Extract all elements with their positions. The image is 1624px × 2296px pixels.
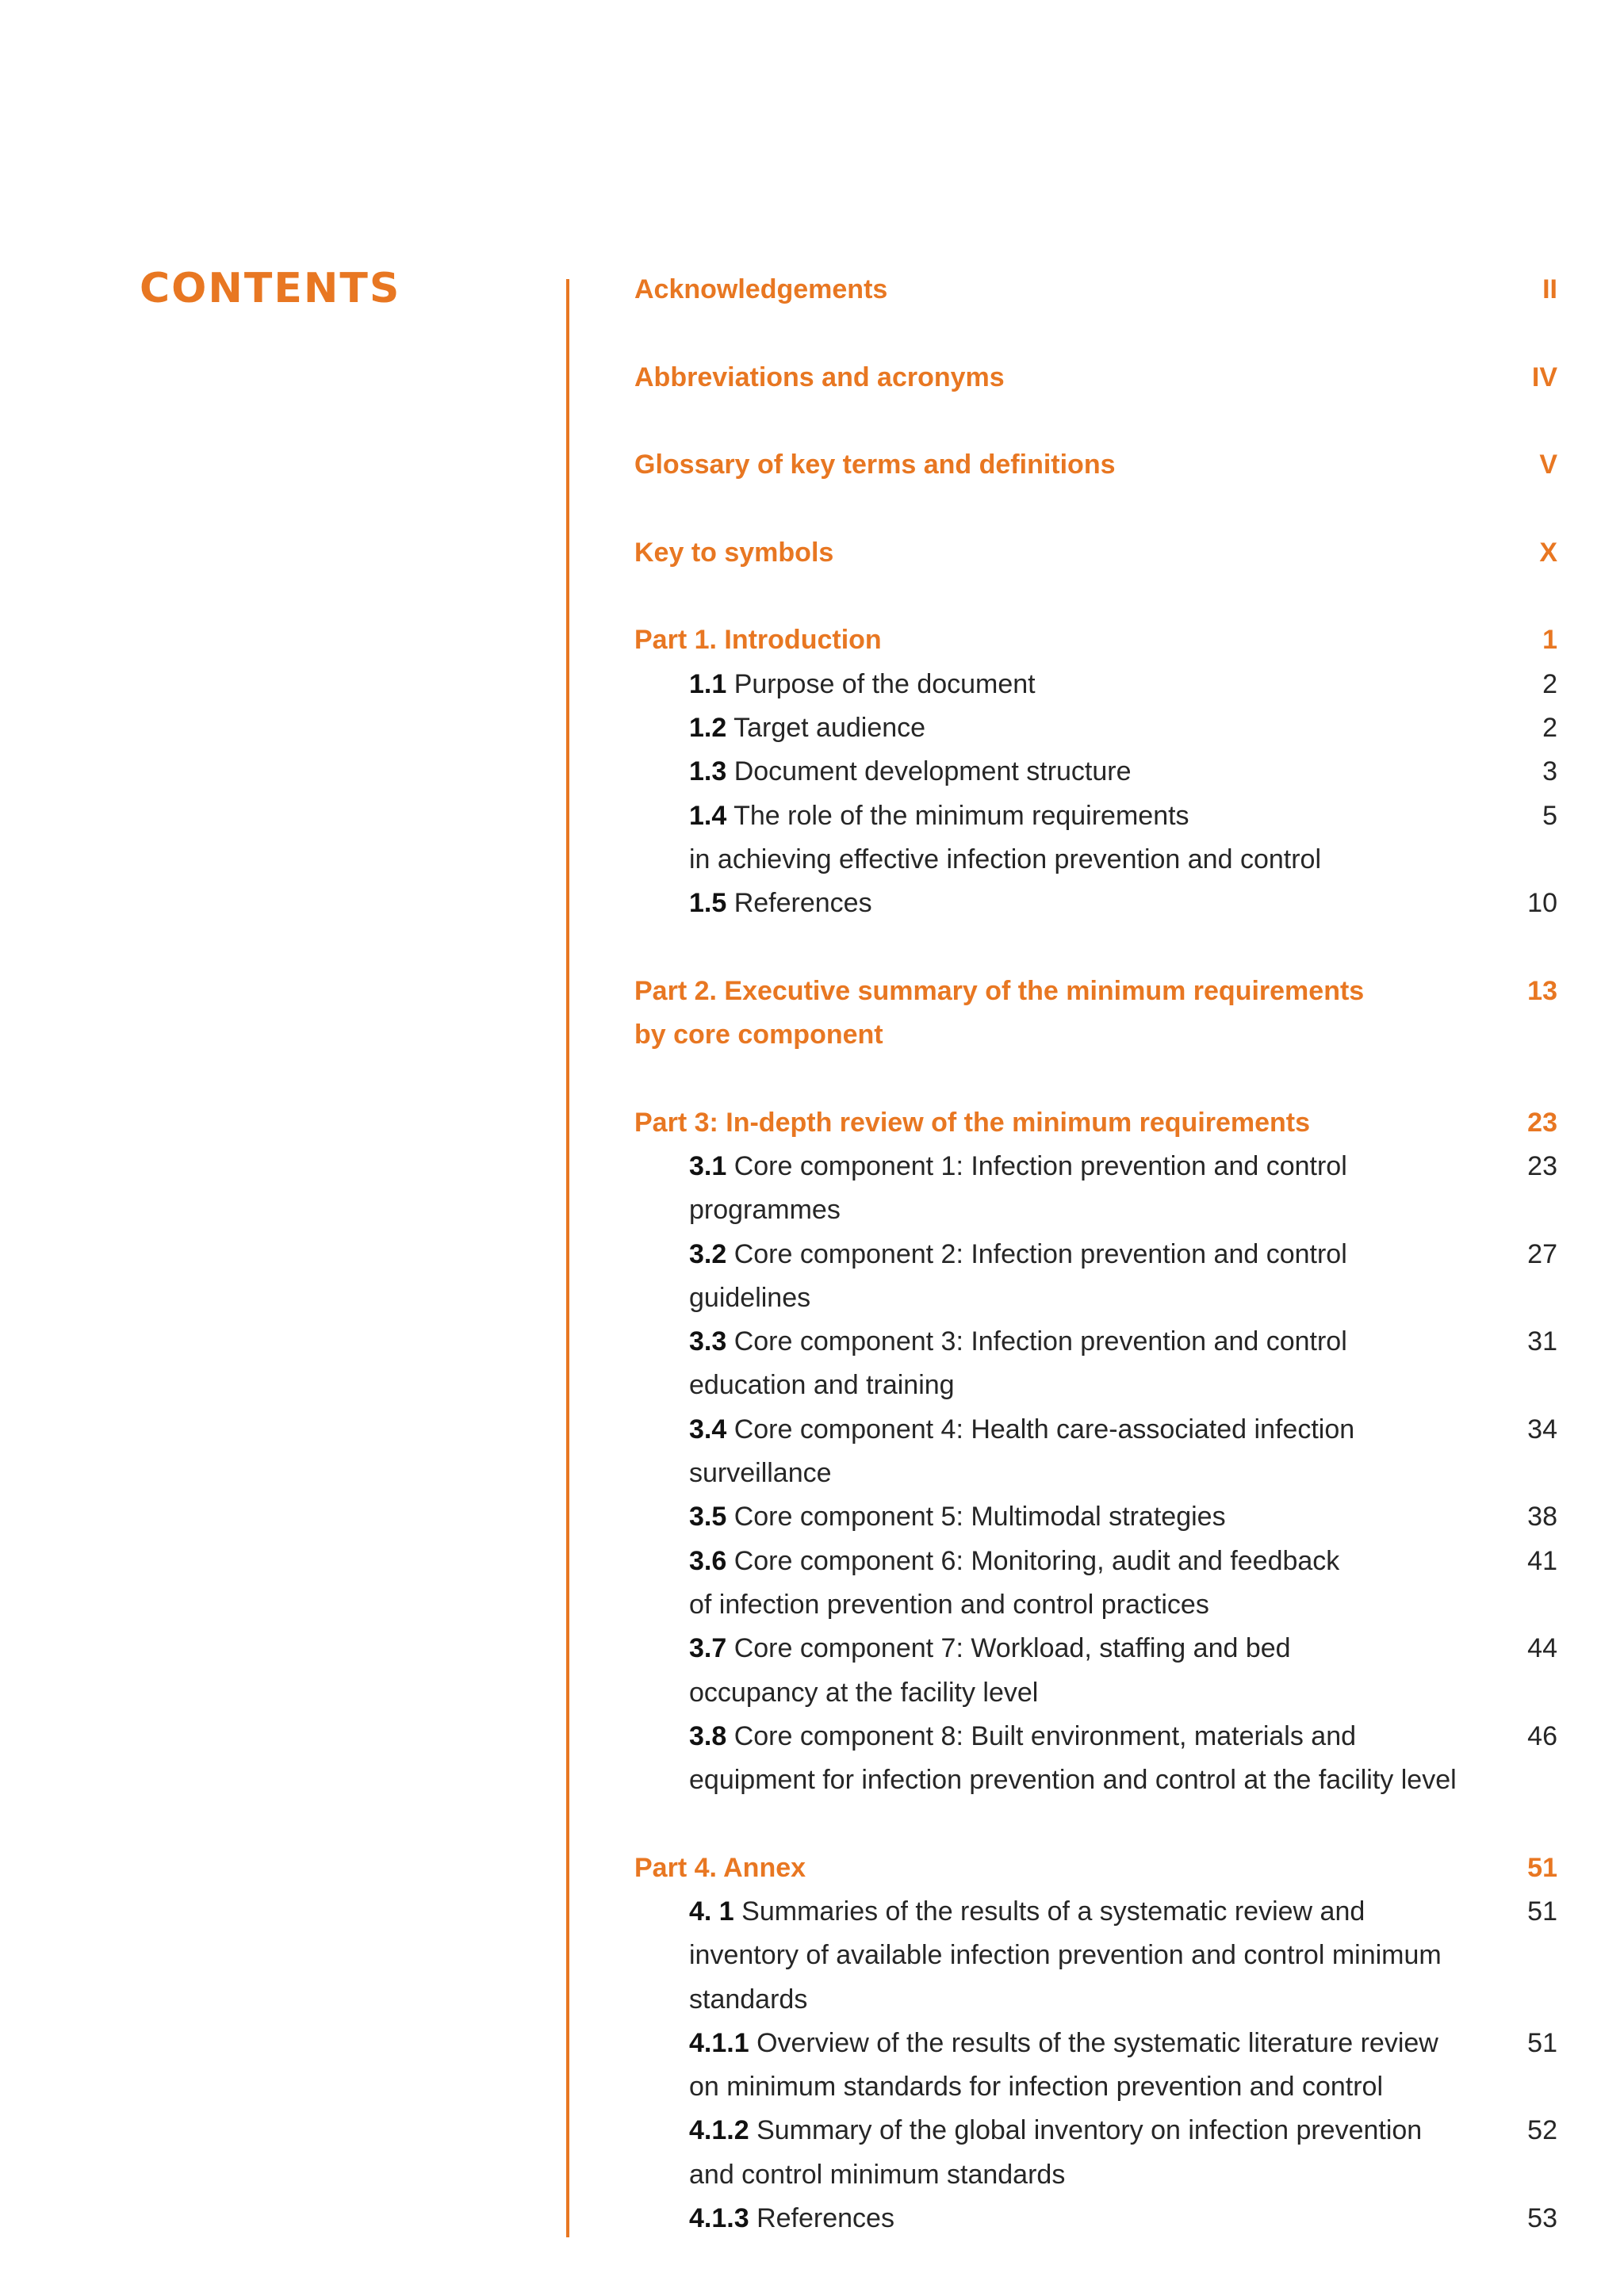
- toc-page-number: 38: [1527, 1502, 1557, 1533]
- toc-page-number: 31: [1527, 1326, 1557, 1357]
- toc-page-number: X: [1539, 537, 1557, 568]
- toc-entry-title: Core component 1: Infection prevention and control: [733, 1150, 1347, 1181]
- section-number: 4.1.2: [689, 2115, 749, 2146]
- toc-entry-title-continued: guidelines: [689, 1282, 811, 1313]
- section-number: 1.4: [689, 800, 727, 831]
- section-number: 3.3: [689, 1326, 727, 1357]
- toc-subentry-1-5[interactable]: [634, 882, 1557, 925]
- section-number: 3.2: [689, 1238, 727, 1269]
- toc-page-number: 27: [1527, 1238, 1557, 1269]
- toc-entry-title-continued: education and training: [689, 1370, 955, 1401]
- toc-entry-title-continued: equipment for infection prevention and control at the facility level: [689, 1765, 1457, 1796]
- toc-entry-title-continued: by core component: [634, 1020, 883, 1050]
- toc-entry-key-to-symbols[interactable]: [634, 531, 1557, 575]
- toc-entry-title-continued: surveillance: [689, 1458, 832, 1489]
- toc-entry-title-continued: occupancy at the facility level: [689, 1677, 1039, 1708]
- section-number: 3.1: [689, 1150, 727, 1181]
- toc-page-number: II: [1542, 274, 1557, 304]
- toc-subentry-3-3[interactable]: [634, 1320, 1557, 1408]
- toc-entry-acknowledgements[interactable]: [634, 268, 1557, 312]
- toc-entry-title: Core component 8: Built environment, materials and: [733, 1720, 1357, 1751]
- toc-subentry-1-3[interactable]: [634, 750, 1557, 794]
- toc-entry-title: References: [733, 888, 872, 919]
- toc-subentry-3-7[interactable]: [634, 1627, 1557, 1715]
- toc-entry-title: Part 4. Annex: [634, 1852, 806, 1883]
- toc-page-number: 46: [1527, 1720, 1557, 1751]
- toc-page-number: 3: [1542, 756, 1557, 787]
- toc-page-number: 1: [1542, 625, 1557, 656]
- toc-entry-title: The role of the minimum requirements: [733, 800, 1189, 831]
- toc-entry-title: Part 3: In-depth review of the minimum requirements: [634, 1107, 1311, 1138]
- page-title: CONTENTS: [140, 265, 401, 312]
- toc-entry-title: Acknowledgements: [634, 274, 888, 304]
- toc-entry-title-continued: standards: [689, 1984, 808, 2015]
- toc-entry-title: Core component 4: Health care-associated infection: [733, 1414, 1355, 1445]
- toc-page-number: 2: [1542, 712, 1557, 743]
- toc-page-number: 41: [1527, 1545, 1557, 1576]
- section-number: 3.6: [689, 1545, 727, 1576]
- section-number: 1.3: [689, 756, 727, 787]
- section-number: 4.1.1: [689, 2027, 749, 2058]
- toc-page-number: V: [1539, 450, 1557, 480]
- toc-entry-title: References: [756, 2203, 894, 2234]
- toc-entry-title: Overview of the results of the systematic literature review: [756, 2027, 1438, 2058]
- section-number: 1.5: [689, 888, 727, 919]
- toc-entry-glossary[interactable]: [634, 443, 1557, 487]
- toc-page-number: IV: [1531, 362, 1557, 392]
- toc-entry-title: Target audience: [733, 712, 926, 743]
- section-number: 1.2: [689, 712, 727, 743]
- toc-entry-title: Document development structure: [733, 756, 1132, 787]
- toc-entry-title: Key to symbols: [634, 537, 834, 568]
- toc-page-number: 5: [1542, 800, 1557, 831]
- toc-subentry-1-2[interactable]: [634, 706, 1557, 750]
- toc-entry-title: Core component 7: Workload, staffing and bed: [733, 1633, 1291, 1664]
- toc-entry-title-continued: and control minimum standards: [689, 2159, 1066, 2190]
- section-number: 1.1: [689, 668, 727, 699]
- toc-subentry-4-1-3[interactable]: [634, 2197, 1557, 2241]
- toc-subentry-1-1[interactable]: [634, 663, 1557, 706]
- toc-entry-title: Summaries of the results of a systematic review and: [741, 1896, 1365, 1927]
- section-number: 3.5: [689, 1502, 727, 1533]
- toc-subentry-4-1-2[interactable]: [634, 2109, 1557, 2197]
- toc-entry-title-continued: inventory of available infection prevention and control minimum: [689, 1940, 1442, 1971]
- toc-entry-part-3[interactable]: [634, 1101, 1557, 1145]
- toc-page-number: 51: [1527, 1896, 1557, 1927]
- toc-subentry-1-4[interactable]: [634, 794, 1557, 882]
- toc-entry-abbreviations[interactable]: [634, 356, 1557, 400]
- toc-subentry-3-2[interactable]: [634, 1233, 1557, 1321]
- toc-subentry-3-5[interactable]: [634, 1495, 1557, 1539]
- toc-entry-title: Purpose of the document: [733, 668, 1036, 699]
- toc-entry-title: Summary of the global inventory on infection prevention: [756, 2115, 1423, 2146]
- toc-page-number: 34: [1527, 1414, 1557, 1445]
- toc-subentry-3-8[interactable]: [634, 1715, 1557, 1803]
- section-number: 4.1.3: [689, 2203, 749, 2234]
- toc-page-number: 23: [1527, 1150, 1557, 1181]
- toc-entry-title: Part 2. Executive summary of the minimum requirements: [634, 975, 1365, 1006]
- toc-subentry-3-4[interactable]: [634, 1408, 1557, 1496]
- table-of-contents: [634, 268, 1557, 2241]
- toc-entry-title: Core component 3: Infection prevention and control: [733, 1326, 1347, 1357]
- toc-page-number: 51: [1527, 1852, 1557, 1883]
- section-number: 3.8: [689, 1720, 727, 1751]
- toc-subentry-3-1[interactable]: [634, 1145, 1557, 1233]
- toc-subentry-3-6[interactable]: [634, 1540, 1557, 1628]
- toc-page-number: 10: [1527, 888, 1557, 919]
- toc-entry-title: Part 1. Introduction: [634, 625, 882, 656]
- toc-entry-title-continued: in achieving effective infection prevention and control: [689, 844, 1321, 874]
- toc-entry-title: Abbreviations and acronyms: [634, 362, 1005, 392]
- toc-page-number: 23: [1527, 1107, 1557, 1138]
- toc-entry-title: Core component 5: Multimodal strategies: [733, 1502, 1226, 1533]
- toc-entry-title: Glossary of key terms and definitions: [634, 450, 1116, 480]
- toc-entry-title-continued: of infection prevention and control practices: [689, 1589, 1209, 1620]
- toc-page-number: 51: [1527, 2027, 1557, 2058]
- toc-entry-part-1[interactable]: [634, 618, 1557, 662]
- toc-entry-part-2[interactable]: [634, 970, 1557, 1058]
- toc-page-number: 13: [1527, 975, 1557, 1006]
- toc-page-number: 53: [1527, 2203, 1557, 2234]
- section-number: 4. 1: [689, 1896, 734, 1927]
- toc-entry-title: Core component 2: Infection prevention and control: [733, 1238, 1347, 1269]
- toc-page-number: 2: [1542, 668, 1557, 699]
- toc-entry-title-continued: on minimum standards for infection prevention and control: [689, 2072, 1384, 2103]
- vertical-divider: [566, 279, 569, 2237]
- toc-subentry-4-1[interactable]: [634, 1890, 1557, 2022]
- toc-page-number: 52: [1527, 2115, 1557, 2146]
- toc-entry-title: Core component 6: Monitoring, audit and feedback: [733, 1545, 1340, 1576]
- toc-entry-part-4[interactable]: [634, 1846, 1557, 1890]
- toc-page-number: 44: [1527, 1633, 1557, 1664]
- section-number: 3.4: [689, 1414, 727, 1445]
- toc-entry-title-continued: programmes: [689, 1195, 841, 1226]
- section-number: 3.7: [689, 1633, 727, 1664]
- toc-subentry-4-1-1[interactable]: [634, 2022, 1557, 2110]
